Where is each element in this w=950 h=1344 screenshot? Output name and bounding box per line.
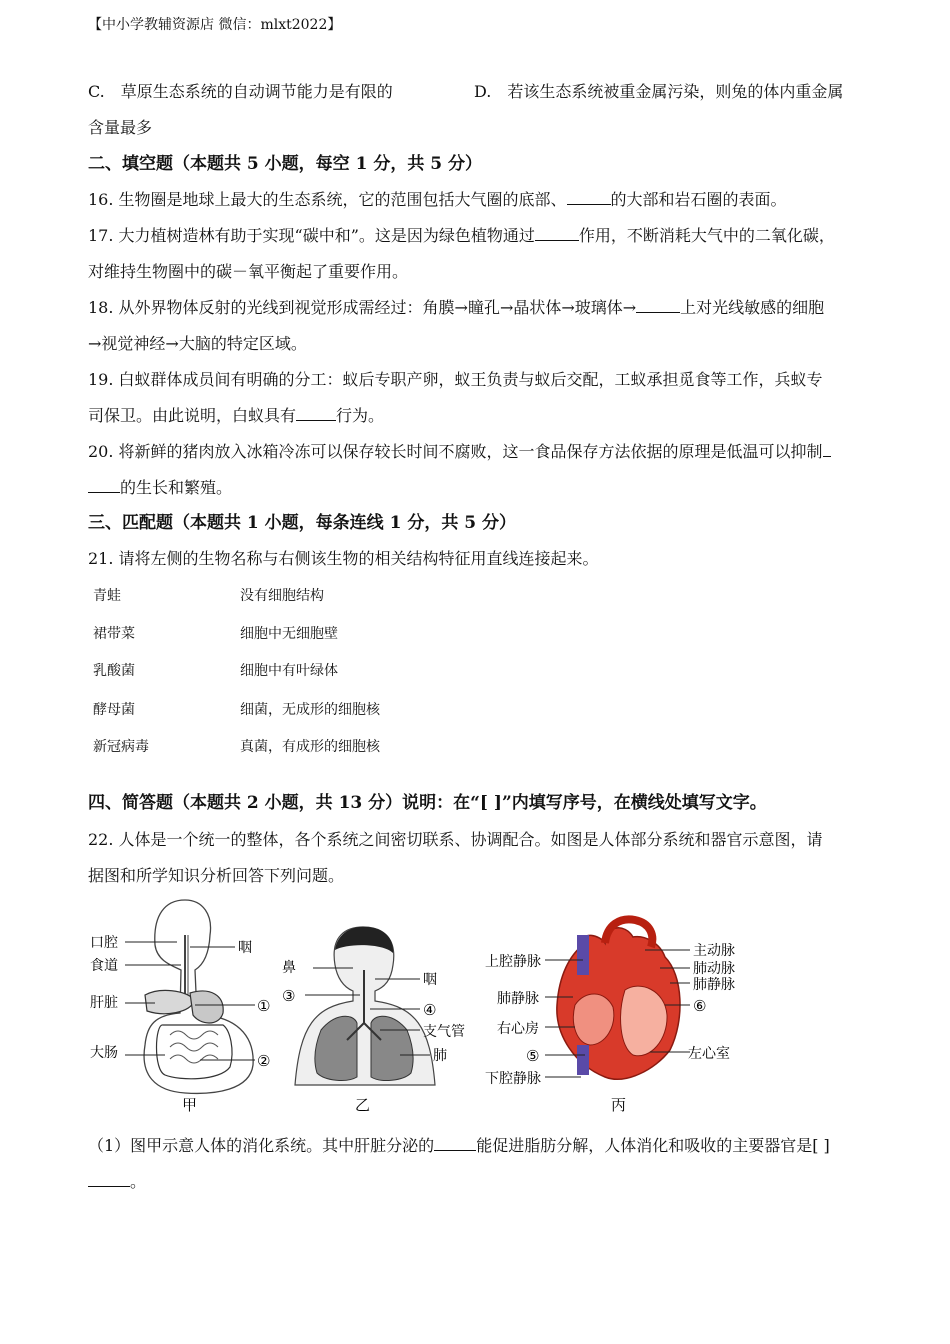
q20-blank[interactable] — [88, 478, 120, 493]
q21-right-item[interactable]: 细胞中有叶绿体 — [240, 663, 338, 679]
respiratory-system-diagram — [282, 927, 465, 1114]
q15-option-d-continued: 含量最多 — [88, 118, 153, 137]
q21-left-item[interactable]: 青蛙 — [93, 588, 121, 604]
q16-text-a: 16. 生物圈是地球上最大的生态系统，它的范围包括大气圈的底部、 — [88, 190, 567, 209]
label-n5: ⑤ — [526, 1047, 540, 1065]
label-n1: ① — [257, 997, 271, 1015]
section-3-title: 三、匹配题（本题共 1 小题，每条连线 1 分，共 5 分） — [88, 513, 516, 533]
q19-text-c: 行为。 — [336, 406, 385, 425]
q20-text-a: 20. 将新鲜的猪肉放入冰箱冷冻可以保存较长时间不腐败，这一食品保存方法依据的原理是低温可以抑制 — [88, 442, 823, 461]
caption-bing: 丙 — [611, 1096, 627, 1114]
q22-sub1-text-a: （1）图甲示意人体的消化系统。其中肝脏分泌的 — [88, 1136, 435, 1155]
q21-right-item[interactable]: 没有细胞结构 — [240, 588, 324, 604]
label-liver: 肝脏 — [90, 995, 118, 1011]
digestive-system-diagram — [90, 900, 270, 1114]
label-n2: ② — [257, 1052, 271, 1070]
label-esophagus: 食道 — [90, 958, 118, 974]
section-2-title: 二、填空题（本题共 5 小题，每空 1 分，共 5 分） — [88, 154, 482, 174]
q18-text-c: →视觉神经→大脑的特定区域。 — [88, 334, 307, 353]
q20-text-b: 的生长和繁殖。 — [120, 478, 233, 497]
body-systems-figure — [85, 895, 865, 1120]
label-right-atrium: 右心房 — [497, 1021, 539, 1037]
label-pulmonary-vein-left: 肺静脉 — [497, 991, 539, 1007]
label-large-intestine: 大肠 — [90, 1045, 118, 1061]
q18-text-a: 18. 从外界物体反射的光线到视觉形成需经过：角膜→瞳孔→晶状体→玻璃体→ — [88, 298, 637, 317]
label-aorta: 主动脉 — [693, 943, 735, 959]
q21-left-item[interactable]: 酵母菌 — [93, 702, 135, 718]
question-19 — [88, 406, 384, 426]
label-n4: ④ — [423, 1001, 437, 1019]
q19-blank[interactable] — [296, 406, 336, 421]
question-17 — [88, 226, 835, 246]
q21-right-item[interactable]: 细胞中无细胞壁 — [240, 626, 338, 642]
q17-text-c: 对维持生物圈中的碳－氧平衡起了重要作用。 — [88, 262, 409, 281]
label-pharynx: 咽 — [238, 940, 252, 956]
q20-blank-start[interactable] — [823, 442, 831, 457]
q17-blank[interactable] — [535, 226, 579, 241]
question-18 — [88, 298, 824, 318]
label-bronchus: 支气管 — [423, 1024, 465, 1040]
label-mouth: 口腔 — [90, 935, 118, 951]
label-left-ventricle: 左心室 — [688, 1046, 730, 1062]
q22-sub1-text-c: 。 — [130, 1172, 147, 1191]
q21-right-item[interactable]: 真菌，有成形的细胞核 — [240, 739, 380, 755]
label-n3: ③ — [282, 987, 296, 1005]
q21-right-item[interactable]: 细菌，无成形的细胞核 — [240, 702, 380, 718]
q16-text-b: 的大部和岩石圈的表面。 — [610, 190, 787, 209]
q18-blank[interactable] — [636, 298, 680, 313]
q20-line-2 — [88, 478, 232, 498]
label-n6: ⑥ — [693, 997, 707, 1015]
label-inferior-vena-cava: 下腔静脉 — [485, 1071, 541, 1087]
q21-left-item[interactable]: 裙带菜 — [93, 626, 135, 642]
question-16 — [88, 190, 787, 210]
q15-option-d: D. 若该生态系统被重金属污染，则兔的体内重金属 — [474, 82, 844, 101]
label-nose: 鼻 — [282, 960, 296, 976]
section-4-title: 四、简答题（本题共 2 小题，共 13 分）说明：在“[ ]”内填写序号，在横线处填写文字。 — [88, 793, 767, 813]
q17-text-a: 17. 大力植树造林有助于实现“碳中和”。这是因为绿色植物通过 — [88, 226, 535, 245]
q22-sub1-text-b: 能促进脂肪分解，人体消化和吸收的主要器官是[ ] — [476, 1136, 830, 1155]
caption-jia: 甲 — [182, 1096, 198, 1114]
q22-sub1-line-2 — [88, 1172, 146, 1192]
label-pulmonary-artery: 肺动脉 — [693, 961, 735, 977]
q21-left-item[interactable]: 新冠病毒 — [93, 739, 149, 755]
label-pulmonary-vein-right: 肺静脉 — [693, 977, 735, 993]
label-superior-vena-cava: 上腔静脉 — [485, 954, 541, 970]
label-lung: 肺 — [433, 1048, 447, 1064]
q22-text-a: 22. 人体是一个统一的整体，各个系统之间密切联系、协调配合。如图是人体部分系统和器官示意图，请 — [88, 830, 823, 849]
q22-sub1 — [88, 1136, 830, 1156]
q22-text-b: 据图和所学知识分析回答下列问题。 — [88, 866, 345, 885]
q17-text-b: 作用，不断消耗大气中的二氧化碳， — [578, 226, 835, 245]
q19-text-b: 司保卫。由此说明，白蚁具有 — [88, 406, 297, 425]
question-20 — [88, 442, 831, 462]
heart-diagram — [485, 919, 735, 1114]
q21-text: 21. 请将左侧的生物名称与右侧该生物的相关结构特征用直线连接起来。 — [88, 549, 599, 568]
caption-yi: 乙 — [355, 1096, 371, 1114]
q19-text-a: 19. 白蚁群体成员间有明确的分工：蚁后专职产卵，蚁王负责与蚁后交配，工蚁承担觅食等工作，兵蚁专 — [88, 370, 823, 389]
q22-sub1-blank-1[interactable] — [434, 1136, 476, 1151]
page-header: 【中小学教辅资源店 微信：mlxt2022】 — [88, 17, 342, 33]
q18-text-b: 上对光线敏感的细胞 — [680, 298, 825, 317]
q21-left-item[interactable]: 乳酸菌 — [93, 663, 135, 679]
label-pharynx-2: 咽 — [423, 972, 437, 988]
q16-blank[interactable] — [567, 190, 611, 205]
q15-option-c: C. 草原生态系统的自动调节能力是有限的 — [88, 82, 393, 101]
q22-sub1-blank-2[interactable] — [88, 1172, 130, 1187]
